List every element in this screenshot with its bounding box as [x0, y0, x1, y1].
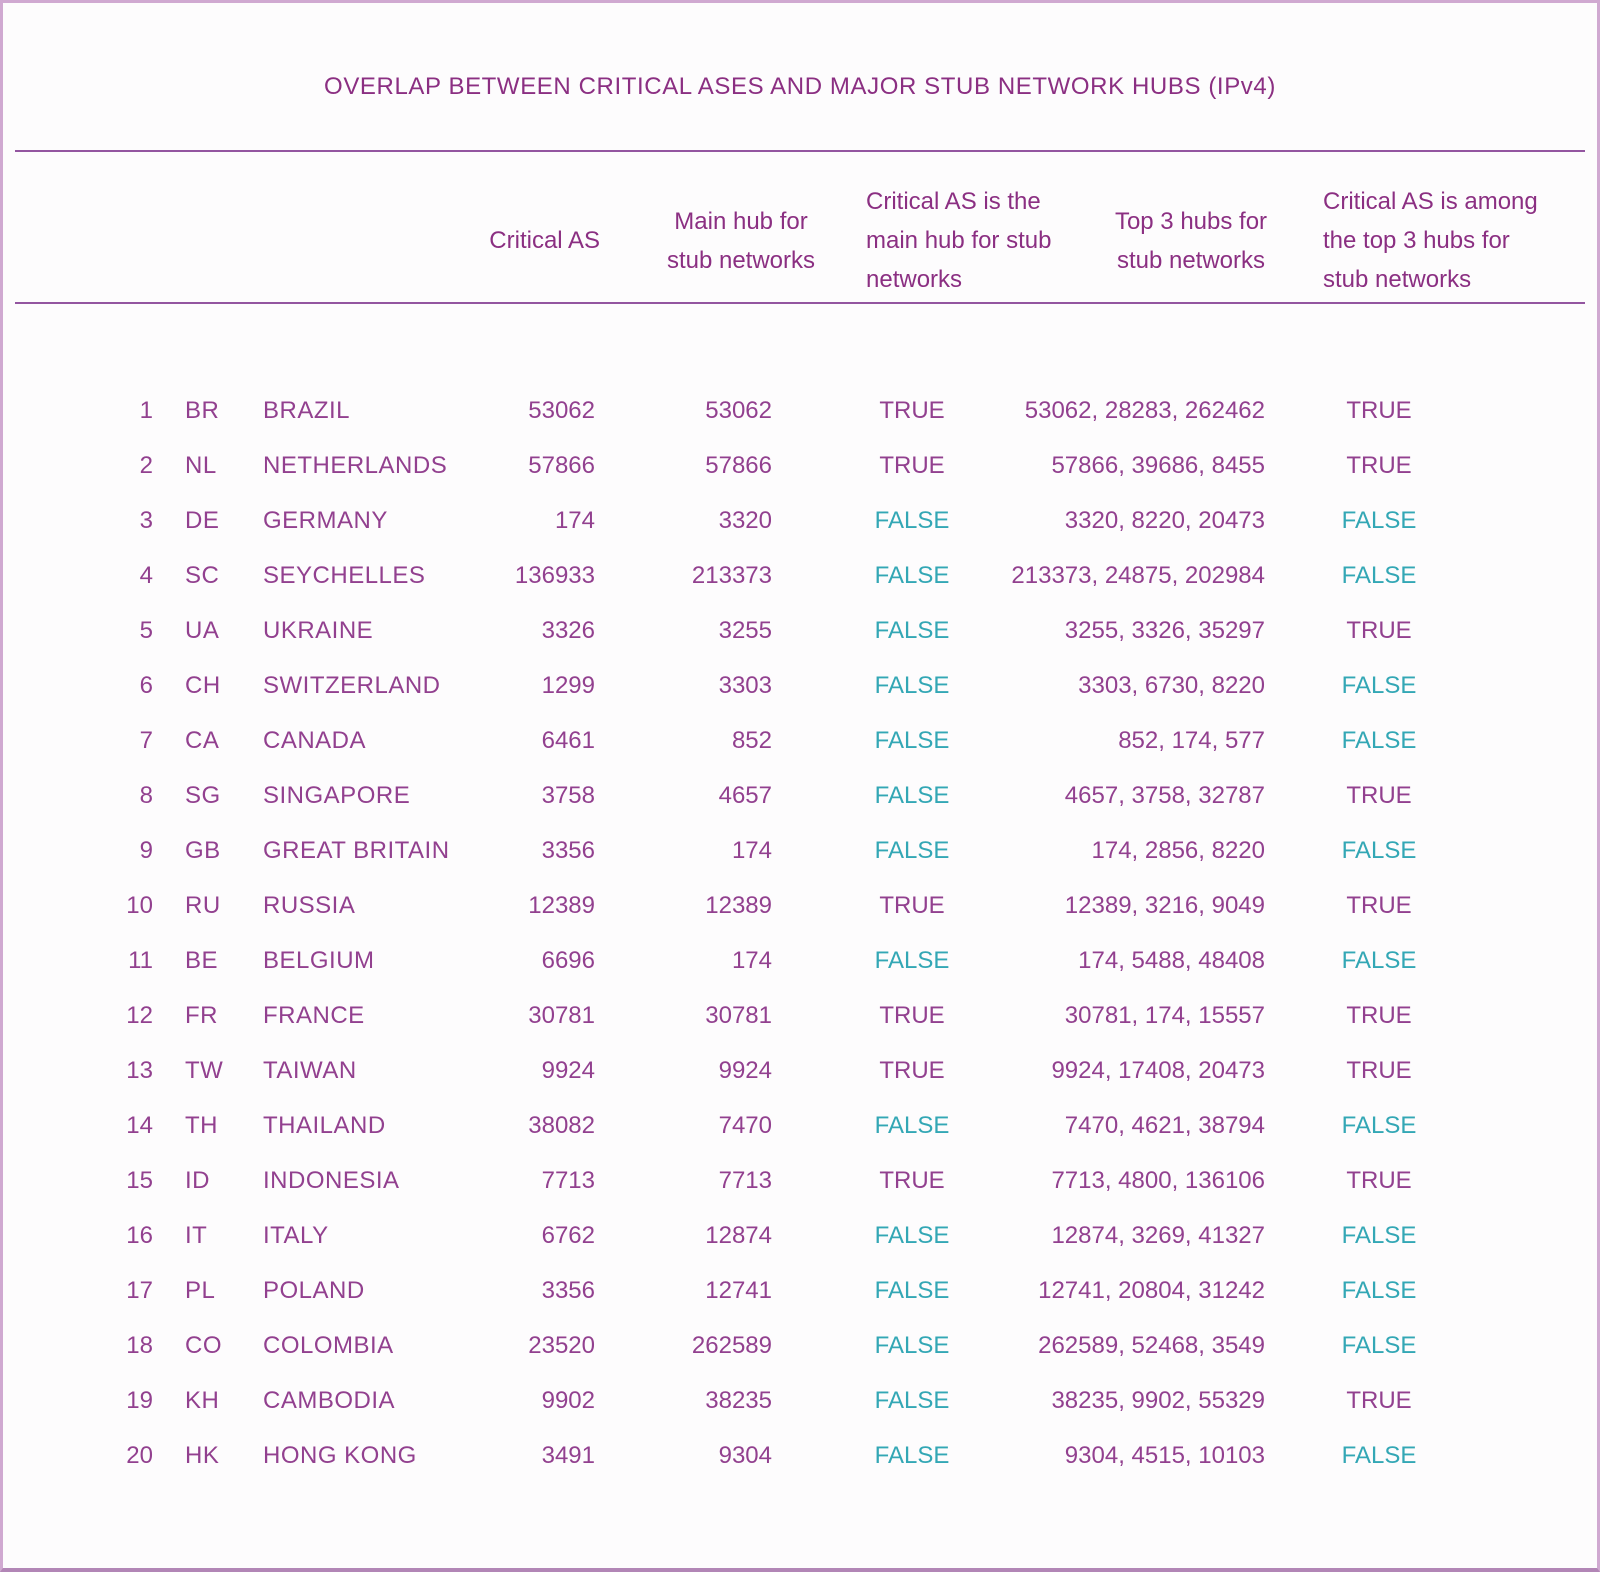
country-name: ITALY: [263, 1222, 329, 1249]
country-name: INDONESIA: [263, 1167, 400, 1194]
top3-hubs: 3303, 6730, 8220: [1078, 672, 1265, 699]
is-main-hub: TRUE: [879, 1002, 945, 1029]
country-code: CH: [185, 672, 221, 699]
table-row: [3, 438, 1597, 493]
country-code: GB: [185, 837, 221, 864]
country-code: CO: [185, 1332, 222, 1359]
rank-number: 5: [139, 617, 153, 644]
among-top3: FALSE: [1341, 727, 1417, 754]
top3-hubs: 38235, 9902, 55329: [1051, 1387, 1265, 1414]
country-code: TW: [185, 1057, 224, 1084]
is-main-hub: FALSE: [874, 782, 950, 809]
critical-as: 38082: [528, 1112, 595, 1139]
col-header-among-top3: Critical AS is among the top 3 hubs for stub networks: [1323, 188, 1538, 293]
table-row: [3, 1098, 1597, 1153]
header-divider: [15, 302, 1585, 304]
country-name: RUSSIA: [263, 892, 356, 919]
top3-hubs: 4657, 3758, 32787: [1064, 782, 1265, 809]
among-top3: TRUE: [1346, 782, 1412, 809]
col-header-top3-hubs: Top 3 hubs for stub networks: [1114, 208, 1268, 274]
country-name: UKRAINE: [263, 617, 374, 644]
country-code: TH: [185, 1112, 218, 1139]
table-row: [3, 1043, 1597, 1098]
country-name: BELGIUM: [263, 947, 375, 974]
table-row: [3, 658, 1597, 713]
is-main-hub: TRUE: [879, 1057, 945, 1084]
table-row: [3, 383, 1597, 438]
main-hub: 174: [731, 947, 772, 974]
top-divider: [15, 150, 1585, 152]
is-main-hub: TRUE: [879, 1167, 945, 1194]
rank-number: 13: [126, 1057, 153, 1084]
is-main-hub: FALSE: [874, 947, 950, 974]
critical-as: 3356: [541, 1277, 595, 1304]
rank-number: 15: [126, 1167, 153, 1194]
among-top3: TRUE: [1346, 617, 1412, 644]
country-name: FRANCE: [263, 1002, 365, 1029]
is-main-hub: FALSE: [874, 837, 950, 864]
main-hub: 174: [731, 837, 772, 864]
country-code: SC: [185, 562, 220, 589]
critical-as: 9924: [541, 1057, 595, 1084]
main-hub: 262589: [691, 1332, 772, 1359]
is-main-hub: FALSE: [874, 1442, 950, 1469]
rank-number: 17: [126, 1277, 153, 1304]
is-main-hub: FALSE: [874, 672, 950, 699]
among-top3: FALSE: [1341, 1222, 1417, 1249]
country-code: DE: [185, 507, 220, 534]
rank-number: 11: [128, 947, 153, 974]
among-top3: TRUE: [1346, 1167, 1412, 1194]
rank-number: 10: [126, 892, 153, 919]
table-row: [3, 988, 1597, 1043]
rank-number: 16: [126, 1222, 153, 1249]
country-code: NL: [185, 452, 217, 479]
among-top3: TRUE: [1346, 1057, 1412, 1084]
main-hub: 7470: [718, 1112, 772, 1139]
is-main-hub: FALSE: [874, 562, 950, 589]
table-row: [3, 1153, 1597, 1208]
critical-as: 3758: [541, 782, 595, 809]
table-row: [3, 603, 1597, 658]
is-main-hub: FALSE: [874, 1387, 950, 1414]
rank-number: 18: [126, 1332, 153, 1359]
country-code: BE: [185, 947, 219, 974]
country-name: SWITZERLAND: [263, 672, 441, 699]
critical-as: 6461: [541, 727, 595, 754]
top3-hubs: 174, 2856, 8220: [1091, 837, 1265, 864]
top3-hubs: 7470, 4621, 38794: [1064, 1112, 1265, 1139]
country-code: ID: [185, 1167, 210, 1194]
is-main-hub: TRUE: [879, 892, 945, 919]
critical-as: 9902: [541, 1387, 595, 1414]
critical-as: 6696: [541, 947, 595, 974]
critical-as: 3326: [541, 617, 595, 644]
country-name: GERMANY: [263, 507, 388, 534]
among-top3: TRUE: [1346, 452, 1412, 479]
main-hub: 3320: [718, 507, 772, 534]
rank-number: 8: [139, 782, 153, 809]
rank-number: 1: [139, 397, 153, 424]
among-top3: FALSE: [1341, 672, 1417, 699]
country-name: CANADA: [263, 727, 367, 754]
is-main-hub: FALSE: [874, 507, 950, 534]
top3-hubs: 3320, 8220, 20473: [1064, 507, 1265, 534]
top3-hubs: 174, 5488, 48408: [1078, 947, 1265, 974]
main-hub: 12741: [705, 1277, 772, 1304]
critical-as: 6762: [541, 1222, 595, 1249]
main-hub: 9304: [718, 1442, 772, 1469]
critical-as: 7713: [541, 1167, 595, 1194]
top3-hubs: 12874, 3269, 41327: [1051, 1222, 1265, 1249]
main-hub: 57866: [705, 452, 772, 479]
is-main-hub: FALSE: [874, 617, 950, 644]
rank-number: 7: [139, 727, 153, 754]
country-code: FR: [185, 1002, 218, 1029]
figure-title: OVERLAP BETWEEN CRITICAL ASES AND MAJOR STUB NETWORK HUBS (IPv4): [324, 73, 1276, 100]
main-hub: 9924: [718, 1057, 772, 1084]
country-code: KH: [185, 1387, 220, 1414]
table-row: [3, 713, 1597, 768]
country-code: UA: [185, 617, 220, 644]
critical-as: 30781: [528, 1002, 595, 1029]
among-top3: FALSE: [1341, 947, 1417, 974]
table-row: [3, 1428, 1597, 1483]
table-row: [3, 933, 1597, 988]
critical-as: 174: [554, 507, 595, 534]
country-code: SG: [185, 782, 221, 809]
is-main-hub: TRUE: [879, 397, 945, 424]
country-name: BRAZIL: [263, 397, 351, 424]
table-row: [3, 1373, 1597, 1428]
among-top3: TRUE: [1346, 1387, 1412, 1414]
top3-hubs: 30781, 174, 15557: [1064, 1002, 1265, 1029]
country-name: SEYCHELLES: [263, 562, 426, 589]
critical-as: 3356: [541, 837, 595, 864]
main-hub: 213373: [691, 562, 772, 589]
rank-number: 6: [139, 672, 153, 699]
rank-number: 19: [126, 1387, 153, 1414]
critical-as: 57866: [528, 452, 595, 479]
among-top3: FALSE: [1341, 562, 1417, 589]
top3-hubs: 57866, 39686, 8455: [1051, 452, 1265, 479]
country-code: IT: [185, 1222, 208, 1249]
is-main-hub: FALSE: [874, 1277, 950, 1304]
rank-number: 2: [139, 452, 153, 479]
top3-hubs: 9924, 17408, 20473: [1051, 1057, 1265, 1084]
main-hub: 38235: [705, 1387, 772, 1414]
top3-hubs: 7713, 4800, 136106: [1051, 1167, 1265, 1194]
critical-as: 3491: [541, 1442, 595, 1469]
main-hub: 30781: [705, 1002, 772, 1029]
table-row: [3, 548, 1597, 603]
main-hub: 4657: [718, 782, 772, 809]
country-name: POLAND: [263, 1277, 365, 1304]
country-code: RU: [185, 892, 221, 919]
is-main-hub: TRUE: [879, 452, 945, 479]
country-name: GREAT BRITAIN: [263, 837, 450, 864]
table-row: [3, 1318, 1597, 1373]
table-row: [3, 878, 1597, 933]
among-top3: FALSE: [1341, 1277, 1417, 1304]
critical-as: 23520: [528, 1332, 595, 1359]
top3-hubs: 53062, 28283, 262462: [1024, 397, 1265, 424]
country-code: PL: [185, 1277, 216, 1304]
main-hub: 12874: [705, 1222, 772, 1249]
top3-hubs: 213373, 24875, 202984: [1011, 562, 1265, 589]
main-hub: 852: [731, 727, 772, 754]
top3-hubs: 12741, 20804, 31242: [1038, 1277, 1265, 1304]
main-hub: 3303: [718, 672, 772, 699]
is-main-hub: FALSE: [874, 1332, 950, 1359]
country-name: SINGAPORE: [263, 782, 411, 809]
top3-hubs: 12389, 3216, 9049: [1064, 892, 1265, 919]
among-top3: FALSE: [1341, 507, 1417, 534]
country-name: HONG KONG: [263, 1442, 417, 1469]
rank-number: 14: [126, 1112, 153, 1139]
table-row: [3, 823, 1597, 878]
table-row: [3, 1263, 1597, 1318]
country-code: HK: [185, 1442, 220, 1469]
table-row: [3, 1208, 1597, 1263]
is-main-hub: FALSE: [874, 1112, 950, 1139]
top3-hubs: 9304, 4515, 10103: [1064, 1442, 1265, 1469]
critical-as: 53062: [528, 397, 595, 424]
col-header-critical-as: Critical AS: [489, 227, 600, 254]
rank-number: 3: [139, 507, 153, 534]
main-hub: 53062: [705, 397, 772, 424]
among-top3: FALSE: [1341, 1332, 1417, 1359]
rank-number: 20: [126, 1442, 153, 1469]
main-hub: 12389: [705, 892, 772, 919]
country-code: CA: [185, 727, 220, 754]
top3-hubs: 3255, 3326, 35297: [1064, 617, 1265, 644]
critical-as: 12389: [528, 892, 595, 919]
among-top3: FALSE: [1341, 1112, 1417, 1139]
table-body: [3, 383, 1597, 1483]
country-code: BR: [185, 397, 220, 424]
col-header-is-main-hub: Critical AS is the main hub for stub networks: [866, 188, 1052, 293]
among-top3: TRUE: [1346, 892, 1412, 919]
among-top3: FALSE: [1341, 1442, 1417, 1469]
table-row: [3, 493, 1597, 548]
rank-number: 9: [139, 837, 153, 864]
table-row: [3, 768, 1597, 823]
top3-hubs: 262589, 52468, 3549: [1038, 1332, 1265, 1359]
among-top3: TRUE: [1346, 397, 1412, 424]
country-name: NETHERLANDS: [263, 452, 448, 479]
country-name: CAMBODIA: [263, 1387, 396, 1414]
rank-number: 4: [139, 562, 153, 589]
is-main-hub: FALSE: [874, 1222, 950, 1249]
col-header-main-hub: Main hub for stub networks: [666, 208, 816, 274]
critical-as: 136933: [514, 562, 595, 589]
main-hub: 3255: [718, 617, 772, 644]
critical-as: 1299: [541, 672, 595, 699]
country-name: THAILAND: [263, 1112, 386, 1139]
rank-number: 12: [126, 1002, 153, 1029]
among-top3: TRUE: [1346, 1002, 1412, 1029]
is-main-hub: FALSE: [874, 727, 950, 754]
country-name: TAIWAN: [263, 1057, 357, 1084]
main-hub: 7713: [718, 1167, 772, 1194]
among-top3: FALSE: [1341, 837, 1417, 864]
country-name: COLOMBIA: [263, 1332, 394, 1359]
top3-hubs: 852, 174, 577: [1118, 727, 1265, 754]
